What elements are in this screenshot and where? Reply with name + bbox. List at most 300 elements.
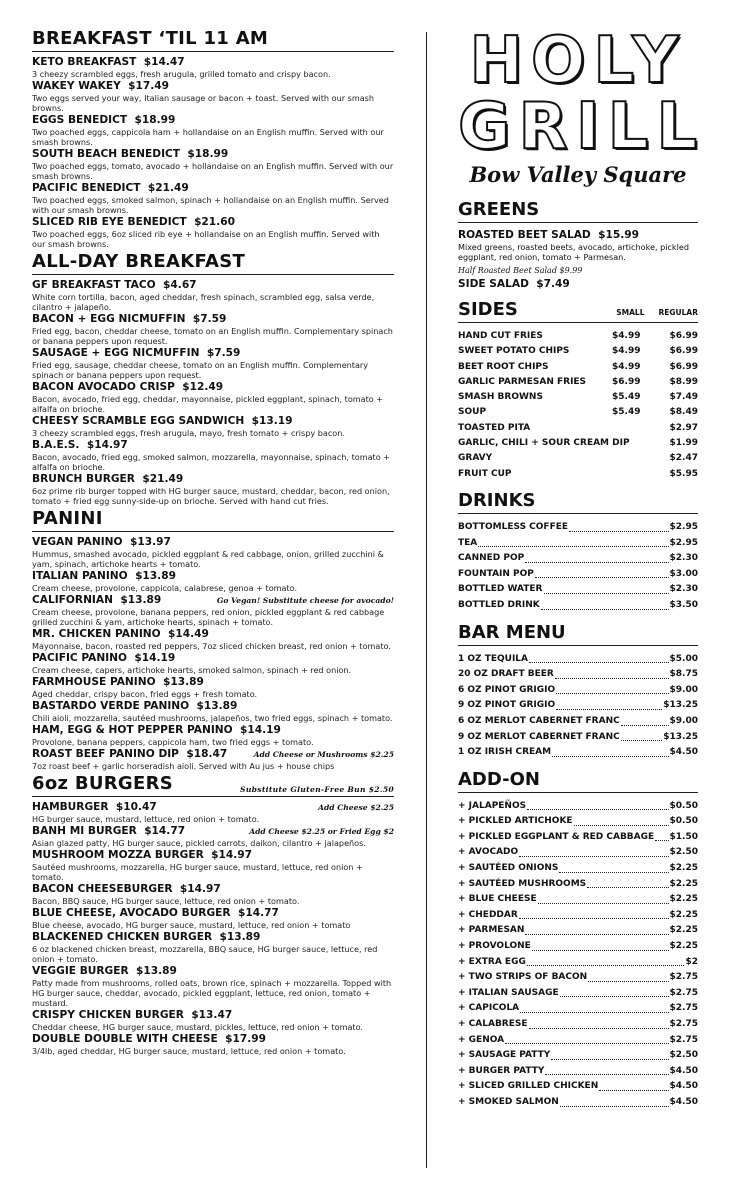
item-description: Chili aioli, mozzarella, sautéed mushrooms, jalapeños, two fried eggs, spinach + tomato. [32, 713, 393, 723]
menu-item-header [32, 216, 394, 229]
item-name: MR. CHICKEN PANINO [32, 628, 161, 640]
item-name: MUSHROOM MOZZA BURGER [32, 849, 204, 861]
dot-leader [587, 877, 668, 889]
menu-item [32, 182, 394, 215]
row-label: + SMOKED SALMON [458, 1096, 559, 1107]
dot-leader [599, 1079, 668, 1091]
row-label: + PROVOLONE [458, 941, 531, 952]
item-title [32, 80, 169, 93]
item-description: Cream cheese, capers, artichoke hearts, smoked salmon, spinach + red onion. [32, 665, 352, 675]
item-description: Bacon, BBQ sauce, HG burger sauce, lettuce, red onion + tomato. [32, 896, 300, 906]
side-small-price: $6.99 [612, 376, 641, 387]
row-label: + CAPICOLA [458, 1003, 520, 1014]
side-regular-price: $2.47 [669, 453, 698, 464]
row-price: $2.95 [669, 521, 698, 532]
side-regular-price: $1.99 [669, 438, 698, 449]
item-description: Cream cheese, provolone, banana peppers, red onion, pickled eggplant & red cabbage grilled zucchini & yam, artichoke hearts, spinach + tomato. [32, 607, 385, 627]
dot-leader [505, 1033, 668, 1045]
section-title-text: ADD-ON [458, 768, 540, 790]
menu-item-header [32, 182, 394, 195]
item-note: Go Vegan! Substitute cheese for avocado! [216, 596, 394, 605]
menu-item [32, 628, 394, 651]
item-price: $15.99 [598, 229, 639, 241]
side-name: TOASTED PITA [458, 422, 531, 433]
row-label: 1 OZ TEQUILA [458, 653, 529, 664]
section-title-text: SIDES [458, 299, 518, 320]
section-title-breakfast [32, 28, 394, 52]
row-label: + SAUTÉED MUSHROOMS [458, 878, 587, 889]
item-price: $4.67 [163, 279, 197, 291]
item-price: $13.89 [136, 965, 177, 977]
bar-list [458, 652, 698, 761]
row-label: TEA [458, 537, 478, 548]
dot-leader [529, 1017, 669, 1029]
dot-leader [569, 520, 669, 532]
dot-leader [545, 1064, 668, 1076]
dot-leader [559, 861, 668, 873]
row-price: $2.75 [669, 1019, 698, 1029]
menu-item [32, 216, 394, 249]
item-price: $14.97 [179, 883, 221, 895]
item-description: Fried egg, bacon, cheddar cheese, tomato on an English muffin. Complementary spinach or banana peppers upon request. [32, 326, 393, 346]
price-row [458, 1095, 698, 1111]
menu-item [32, 279, 394, 312]
item-title [32, 381, 223, 394]
item-name: BASTARDO VERDE PANINO [32, 700, 190, 712]
menu-item-header [32, 381, 394, 394]
item-price: $13.97 [129, 536, 171, 548]
dot-leader [551, 1048, 668, 1060]
row-label: + PICKLED EGGPLANT & RED CABBAGE [458, 831, 655, 842]
side-row [458, 344, 698, 359]
item-title [32, 700, 237, 713]
item-description: Two poached eggs, tomato, avocado + hollandaise on an English muffin. Served with our smash browns. [32, 161, 394, 181]
item-title [32, 1033, 266, 1046]
row-price: $2.30 [669, 584, 698, 595]
gluten-free-note: Substitute Gluten-Free Bun $2.50 [240, 785, 394, 794]
bar-section [458, 622, 698, 761]
item-name: VEGGIE BURGER [32, 965, 129, 977]
row-price: $2.75 [669, 1003, 698, 1014]
price-row [458, 745, 698, 761]
item-description: Hummus, smashed avocado, pickled eggplant & red cabbage, onion, grilled zucchini & yam, spinach, artichoke hearts + tomato. [32, 549, 384, 569]
item-title [32, 536, 171, 549]
item-title [32, 652, 175, 665]
side-regular-price: $8.99 [669, 376, 698, 387]
item-name: SOUTH BEACH BENEDICT [32, 148, 181, 160]
item-description: 7oz roast beef + garlic horseradish aioli. Served with Au jus + house chips [32, 761, 335, 771]
item-description: Fried egg, sausage, cheddar cheese, tomato on an English muffin. Complementary spinach or banana peppers upon request. [32, 360, 369, 380]
side-row [458, 451, 698, 466]
row-price: $13.25 [663, 731, 698, 742]
item-description: Two poached eggs, 6oz sliced rib eye + hollandaise on an English muffin. Served with our smash browns. [32, 229, 380, 249]
menu-item [32, 1033, 394, 1056]
row-label: 9 OZ PINOT GRIGIO [458, 700, 556, 711]
item-note: Add Cheese or Mushrooms $2.25 [253, 750, 394, 759]
price-row [458, 730, 698, 746]
item-description: 6 oz blackened chicken breast, mozzarella, BBQ sauce, HG burger sauce, lettuce, red onion + tomato. [32, 944, 378, 964]
row-price: $4.50 [669, 1096, 698, 1107]
item-name: DOUBLE DOUBLE WITH CHEESE [32, 1033, 218, 1045]
row-label: 6 OZ MERLOT CABERNET FRANC [458, 715, 620, 726]
item-price: $13.89 [120, 594, 162, 606]
side-name: GARLIC, CHILI + SOUR CREAM DIP [458, 438, 630, 449]
menu-item [32, 676, 394, 699]
dot-leader [544, 582, 669, 594]
menu-item-header [32, 415, 394, 428]
menu-item [32, 724, 394, 747]
price-row [458, 582, 698, 598]
row-label: 9 OZ MERLOT CABERNET FRANC [458, 731, 620, 742]
dot-leader [560, 1095, 669, 1107]
dot-leader [520, 1001, 668, 1013]
item-description: 3 cheezy scrambled eggs, fresh arugula, mayo, fresh tomato + crispy bacon. [32, 428, 345, 438]
menu-item [32, 415, 394, 438]
row-price: $2.75 [669, 987, 698, 998]
price-row [458, 845, 698, 861]
item-description: White corn tortilla, bacon, aged cheddar, fresh spinach, scrambled egg, salsa verde, cilantro + jalapeño. [32, 292, 375, 312]
greens-section [458, 199, 698, 291]
side-name: BEET ROOT CHIPS [458, 361, 549, 372]
item-title [32, 628, 209, 641]
dot-leader [538, 892, 669, 904]
side-row [458, 390, 698, 405]
item-price: $17.99 [225, 1033, 266, 1045]
menu-item-name [458, 229, 698, 242]
side-small-price [612, 451, 660, 466]
price-row [458, 652, 698, 668]
side-row [458, 467, 698, 482]
price-row [458, 814, 698, 830]
logo-line-2: GRILL [458, 90, 706, 164]
section-title-greens [458, 199, 698, 223]
section-title-text: BAR MENU [458, 621, 566, 643]
item-title [32, 114, 175, 127]
burgers-list [32, 801, 394, 1056]
row-label: + BURGER PATTY [458, 1065, 545, 1076]
price-row [458, 1079, 698, 1095]
menu-item-header [32, 628, 394, 641]
row-price: $2.95 [669, 537, 698, 548]
price-row [458, 520, 698, 536]
menu-item [32, 594, 394, 627]
price-row [458, 923, 698, 939]
dot-leader [556, 683, 668, 695]
item-name: PACIFIC BENEDICT [32, 182, 141, 194]
menu-item [32, 907, 394, 930]
menu-item-header [32, 594, 394, 607]
section-title-addon [458, 769, 698, 793]
item-name: FARMHOUSE PANINO [32, 676, 156, 688]
dot-leader [574, 814, 669, 826]
dot-leader [525, 551, 668, 563]
item-name: SIDE SALAD [458, 278, 529, 290]
price-row [458, 567, 698, 583]
row-label: + ITALIAN SAUSAGE [458, 987, 559, 998]
menu-item [32, 652, 394, 675]
item-name: ITALIAN PANINO [32, 570, 128, 582]
side-row [458, 375, 698, 390]
item-description: Two poached eggs, smoked salmon, spinach + hollandaise on an English muffin. Served with our smash browns. [32, 195, 389, 215]
row-price: $2.50 [669, 1050, 698, 1061]
logo-line-1: HOLY [469, 24, 687, 98]
item-price: $21.49 [142, 473, 184, 485]
row-price: $2.25 [669, 909, 698, 920]
item-title [32, 279, 197, 292]
menu-item-header [32, 652, 394, 665]
item-price: $18.47 [186, 748, 228, 760]
item-title [32, 849, 252, 862]
row-price: $2.25 [669, 878, 698, 889]
menu-item [32, 347, 394, 380]
section-title-text: PANINI [32, 508, 103, 529]
item-description: 3/4lb, aged cheddar, HG burger sauce, mustard, lettuce, red onion + tomato. [32, 1046, 346, 1056]
side-name: GARLIC PARMESAN FRIES [458, 376, 587, 387]
row-label: + CALABRESE [458, 1019, 528, 1029]
side-regular-price: $6.99 [669, 346, 698, 357]
dot-leader [525, 923, 668, 935]
item-price: $14.19 [134, 652, 176, 664]
item-description: Asian glazed patty, HG burger sauce, pickled carrots, daikon, cilantro + jalapeños. [32, 838, 366, 848]
row-label: 20 OZ DRAFT BEER [458, 669, 554, 680]
col-regular: REGULAR [658, 308, 698, 317]
item-title [32, 724, 281, 737]
item-description: Cheddar cheese, HG burger sauce, mustard, pickles, lettuce, red onion + tomato. [32, 1022, 363, 1032]
menu-item-header [32, 700, 394, 713]
side-small-price [630, 436, 668, 451]
side-regular-price: $5.95 [669, 468, 698, 479]
side-salad [458, 278, 698, 291]
dot-leader [621, 730, 663, 742]
item-price: $14.19 [240, 724, 281, 736]
side-name: SMASH BROWNS [458, 392, 543, 403]
section-title-text: 6oz BURGERS [32, 773, 174, 794]
item-name: CRISPY CHICKEN BURGER [32, 1009, 184, 1021]
addon-list [458, 799, 698, 1111]
item-name: BACON CHEESEBURGER [32, 883, 173, 895]
item-name: BANH MI BURGER [32, 825, 137, 837]
menu-item [32, 570, 394, 593]
item-title [32, 313, 226, 326]
price-row [458, 698, 698, 714]
menu-item-header [32, 965, 394, 978]
item-title [32, 748, 227, 761]
price-row [458, 536, 698, 552]
section-title-burgers [32, 773, 394, 797]
sides-section [458, 299, 698, 482]
row-price: $2.75 [669, 1034, 698, 1045]
side-small-price: $4.99 [612, 361, 641, 372]
row-label: + SLICED GRILLED CHICKEN [458, 1081, 599, 1092]
item-name: BACON AVOCADO CRISP [32, 381, 175, 393]
menu-item-header [32, 347, 394, 360]
row-price: $9.00 [669, 684, 698, 695]
price-row [458, 667, 698, 683]
menu-item [32, 473, 394, 506]
item-note: Add Cheese $2.25 or Fried Egg $2 [249, 827, 394, 836]
menu-item [32, 536, 394, 569]
item-description: Blue cheese, avocado, HG burger sauce, mustard, lettuce, red onion + tomato [32, 920, 351, 930]
row-label: BOTTLED WATER [458, 584, 543, 595]
menu-item-header [32, 931, 394, 944]
item-title [32, 347, 240, 360]
row-label: BOTTOMLESS COFFEE [458, 521, 569, 532]
side-small-price [612, 421, 660, 436]
item-description: Bacon, avocado, fried egg, cheddar, mayonnaise, pickled eggplant, spinach, tomato + alfalfa on brioche. [32, 394, 384, 414]
row-price: $4.50 [669, 747, 698, 758]
dot-leader [535, 567, 669, 579]
item-name: CALIFORNIAN [32, 594, 113, 606]
item-price: $13.89 [219, 931, 261, 943]
item-price: $13.89 [135, 570, 176, 582]
item-description: Mayonnaise, bacon, roasted red peppers, 7oz sliced chicken breast, red onion + tomato. [32, 641, 391, 651]
panini-list [32, 536, 394, 771]
menu-item-header [32, 1033, 394, 1046]
row-label: + PARMESAN [458, 925, 525, 936]
item-price: $17.49 [128, 80, 170, 92]
item-title [32, 801, 157, 814]
price-row [458, 892, 698, 908]
row-label: + BLUE CHEESE [458, 894, 537, 905]
item-name: HAM, EGG & HOT PEPPER PANINO [32, 724, 233, 736]
item-description: Patty made from mushrooms, rolled oats, brown rice, spinach + mozzarella. Topped with HG burger sauce, cheddar, avocado, pickled eggplant, lettuce, red onion, tomato + mustard. [32, 978, 392, 1008]
menu-item [32, 825, 394, 848]
item-description: Bacon, avocado, fried egg, smoked salmon, mozzarella, mayonnaise, spinach, tomato + alfalfa on brioche. [32, 452, 391, 472]
menu-item-header [32, 439, 394, 452]
row-price: $4.50 [669, 1065, 698, 1076]
price-row [458, 1033, 698, 1049]
item-description: Sautéed mushrooms, mozzarella, HG burger sauce, mustard, lettuce, red onion + tomato. [32, 862, 363, 882]
column-divider [426, 32, 427, 1168]
side-regular-price: $6.99 [669, 331, 698, 341]
logo [458, 24, 706, 187]
item-title [32, 883, 221, 896]
item-price: $7.59 [192, 313, 227, 325]
section-title-drinks [458, 490, 698, 514]
item-price: $21.49 [147, 182, 189, 194]
item-title [32, 439, 128, 452]
row-price: $3.50 [669, 599, 698, 610]
item-description: Mixed greens, roasted beets, avocado, artichoke, pickled eggplant, red onion, tomato + Parmesan. [458, 242, 689, 262]
menu-item-header [32, 676, 394, 689]
menu-item [32, 801, 394, 824]
col-small: SMALL [616, 308, 645, 317]
menu-item-header [32, 279, 394, 292]
price-row [458, 551, 698, 567]
logo-location: Bow Valley Square [469, 162, 687, 187]
side-row [458, 329, 698, 344]
item-title [32, 965, 177, 978]
left-column [32, 28, 394, 1057]
dot-leader [527, 955, 685, 967]
row-price: $2.50 [669, 847, 698, 858]
item-description: Cream cheese, provolone, cappicola, calabrese, genoa + tomato. [32, 583, 298, 593]
dot-leader [621, 714, 669, 726]
row-price: $2 [685, 956, 698, 967]
menu-item-header [32, 56, 394, 69]
menu-item-header [32, 570, 394, 583]
dot-leader [532, 939, 669, 951]
item-title [32, 148, 228, 161]
row-label: + TWO STRIPS OF BACON [458, 972, 588, 983]
dot-leader [478, 536, 668, 548]
side-name: GRAVY [458, 453, 493, 464]
row-label: 1 OZ IRISH CREAM [458, 747, 552, 758]
drinks-section [458, 490, 698, 614]
row-price: $9.00 [669, 715, 698, 726]
price-row [458, 683, 698, 699]
row-label: + SAUSAGE PATTY [458, 1050, 551, 1061]
dot-leader [560, 986, 669, 998]
item-title [32, 216, 235, 229]
item-price: $14.77 [237, 907, 279, 919]
row-label: + SAUTÉED ONIONS [458, 863, 559, 874]
item-price: $13.19 [251, 415, 293, 427]
item-name: HAMBURGER [32, 801, 109, 813]
item-price: $13.47 [191, 1009, 233, 1021]
item-price: $7.59 [206, 347, 241, 359]
row-price: $1.50 [669, 831, 698, 842]
price-row [458, 1048, 698, 1064]
size-columns [616, 308, 698, 320]
menu-item-header [32, 883, 394, 896]
item-price: $21.60 [194, 216, 235, 228]
section-title-sides [458, 299, 698, 323]
row-price: $2.75 [669, 972, 698, 983]
item-title [32, 473, 183, 486]
dot-leader [655, 830, 668, 842]
price-row [458, 877, 698, 893]
addon-section [458, 769, 698, 1111]
menu-item [32, 700, 394, 723]
item-title [32, 931, 260, 944]
price-row [458, 714, 698, 730]
item-price: $14.49 [168, 628, 209, 640]
allday-list [32, 279, 394, 506]
side-small-price: $5.49 [612, 392, 641, 403]
row-price: $2.25 [669, 894, 698, 905]
dot-leader [555, 667, 669, 679]
item-name: BACON + EGG NICMUFFIN [32, 313, 186, 325]
item-description: Provolone, banana peppers, cappicola ham, two fried eggs + tomato. [32, 737, 314, 747]
side-name: HAND CUT FRIES [458, 331, 543, 341]
menu-item [32, 80, 394, 113]
side-row [458, 405, 698, 420]
row-price: $8.75 [669, 669, 698, 680]
row-price: $2.30 [669, 553, 698, 564]
half-salad-note: Half Roasted Beet Salad $9.99 [458, 266, 583, 275]
side-name: SOUP [458, 407, 487, 418]
item-price: $13.89 [163, 676, 204, 688]
item-name: GF BREAKFAST TACO [32, 279, 156, 291]
item-description: 3 cheezy scrambled eggs, fresh arugula, grilled tomato and crispy bacon. [32, 69, 331, 79]
menu-item-header [32, 114, 394, 127]
section-title-allday [32, 251, 394, 275]
item-name: KETO BREAKFAST [32, 56, 137, 68]
row-price: $3.00 [669, 568, 698, 579]
item-name: ROASTED BEET SALAD [458, 229, 591, 241]
item-title [32, 676, 204, 689]
row-price: $5.00 [669, 653, 698, 664]
section-title-panini [32, 508, 394, 532]
item-name: WAKEY WAKEY [32, 80, 121, 92]
item-title [32, 907, 279, 920]
item-title [32, 825, 185, 838]
price-row [458, 1017, 698, 1033]
menu-item [32, 849, 394, 882]
item-title [32, 415, 293, 428]
item-title [32, 570, 176, 583]
